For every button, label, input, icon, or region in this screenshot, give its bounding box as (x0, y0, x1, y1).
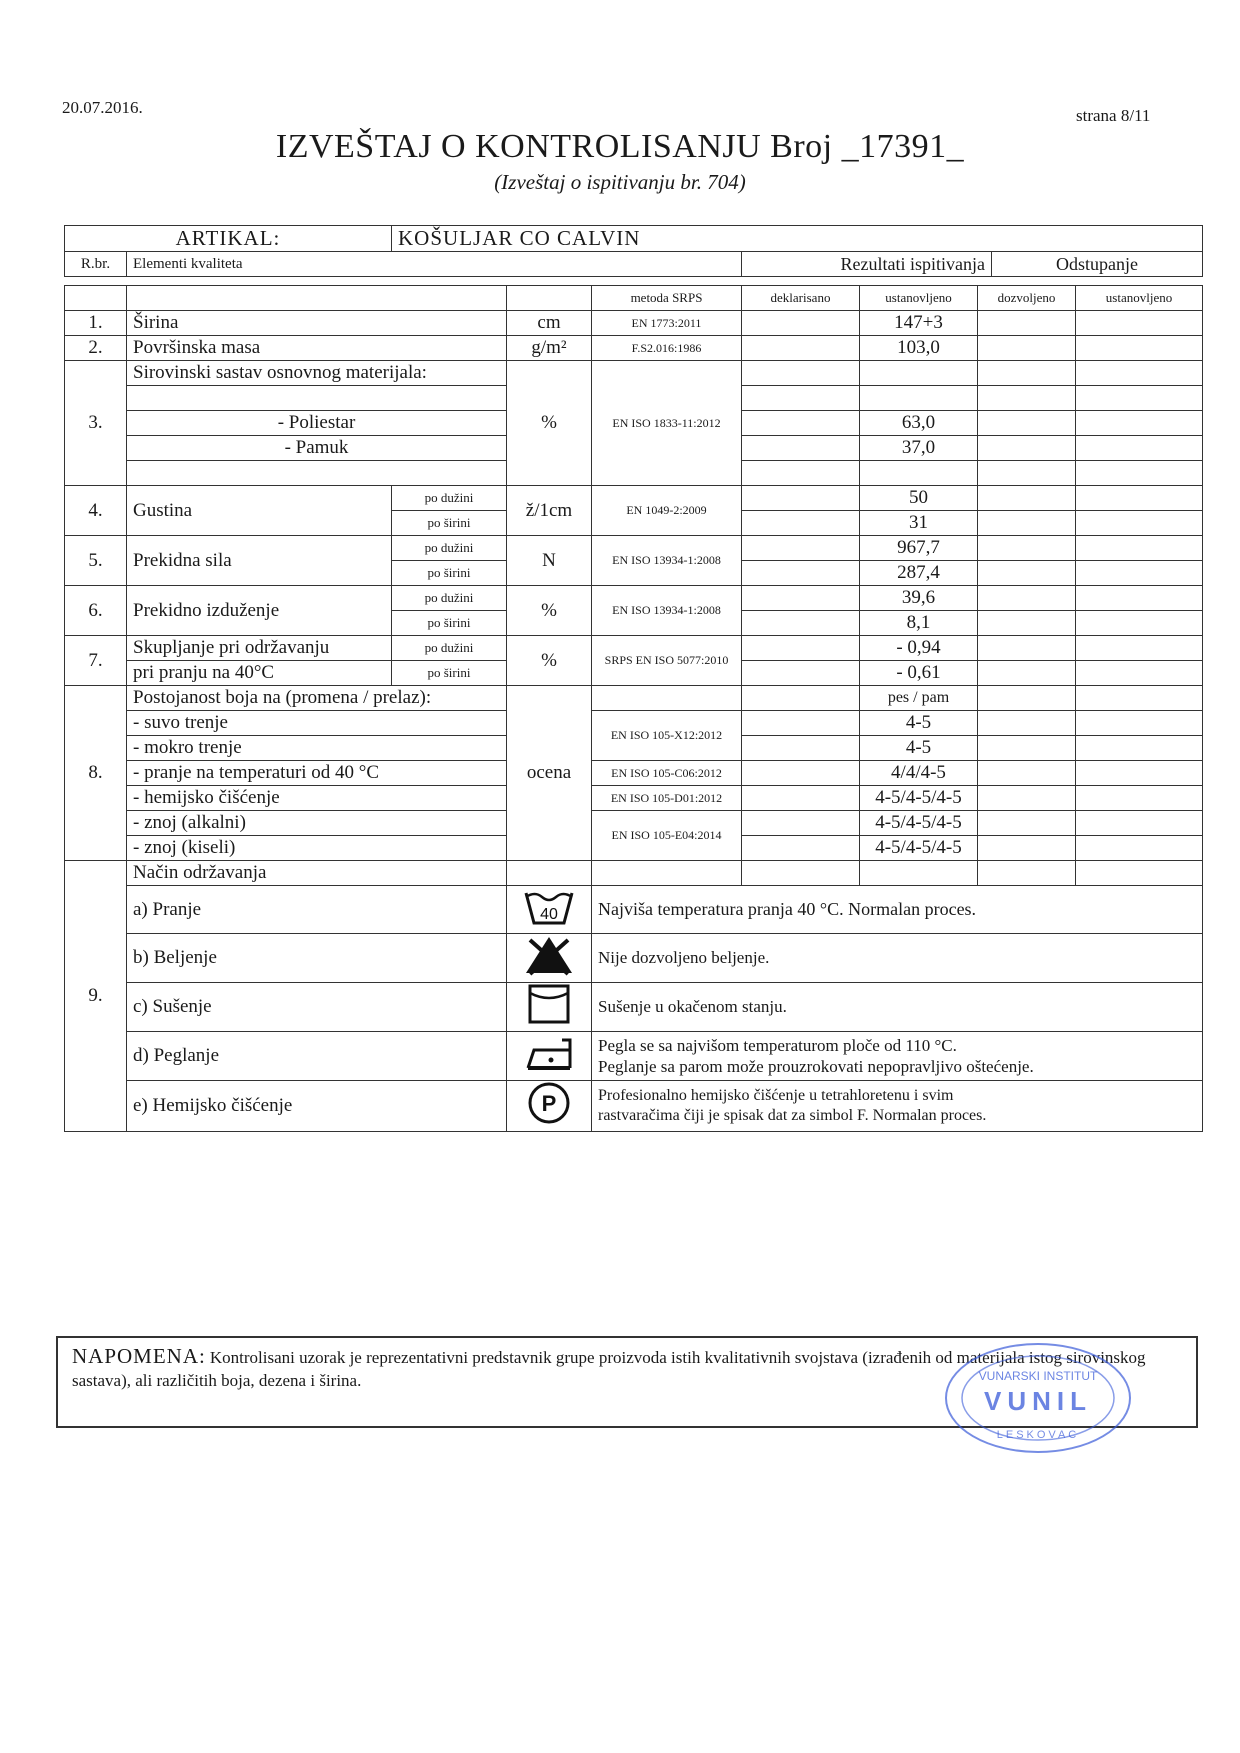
method-header: metoda SRPS (592, 286, 742, 311)
care-label: c) Sušenje (127, 983, 507, 1032)
established-value: 8,1 (860, 611, 978, 636)
method: EN ISO 13934-1:2008 (592, 536, 742, 586)
composition-item: - Poliestar (127, 411, 507, 436)
quality-element: Površinska masa (127, 336, 507, 361)
method: F.S2.016:1986 (592, 336, 742, 361)
care-text: Sušenje u okačenom stanju. (592, 983, 1203, 1032)
page-number: strana 8/11 (1076, 106, 1151, 125)
row-number: 6. (65, 586, 127, 636)
quality-element: Širina (127, 311, 507, 336)
row-number: 4. (65, 486, 127, 536)
fastness-item: - hemijsko čišćenje (127, 786, 507, 811)
care-label: a) Pranje (127, 886, 507, 934)
method: EN ISO 105-D01:2012 (592, 786, 742, 811)
established-header: ustanovljeno (860, 286, 978, 311)
method: SRPS EN ISO 5077:2010 (592, 636, 742, 686)
svg-text:P: P (541, 1091, 557, 1116)
table-row (65, 536, 1203, 561)
row-number: 1. (65, 311, 127, 336)
unit: g/m² (507, 336, 592, 361)
established-header-value: pes / pam (860, 686, 978, 711)
table-row (65, 811, 1203, 836)
row-number: 2. (65, 336, 127, 361)
fastness-item: - pranje na temperaturi od 40 °C (127, 761, 507, 786)
dry-clean-p-icon (507, 1081, 592, 1132)
row-number: 5. (65, 536, 127, 586)
table-row (65, 686, 1203, 711)
svg-text:VUNIL: VUNIL (984, 1386, 1092, 1416)
row-number: 9. (65, 861, 127, 1132)
col-elements: Elementi kvaliteta (127, 252, 742, 277)
unit: N (507, 536, 592, 586)
svg-text:40: 40 (540, 905, 558, 923)
direction-label: po dužini (392, 536, 507, 561)
allowed-header: dozvoljeno (978, 286, 1076, 311)
results-body (64, 285, 1203, 1132)
care-text (592, 1032, 1203, 1081)
table-row (65, 636, 1203, 661)
subheader-row (65, 286, 1203, 311)
no-bleach-icon (507, 934, 592, 983)
method: EN ISO 105-C06:2012 (592, 761, 742, 786)
care-text-line: Pegla se sa najvišom temperaturom ploče od 110 °C. (598, 1035, 957, 1055)
care-row (65, 983, 1203, 1032)
row-number: 8. (65, 686, 127, 861)
established-value: 63,0 (860, 411, 978, 436)
direction-label: po širini (392, 511, 507, 536)
established-value: 103,0 (860, 336, 978, 361)
quality-element: Prekidno izduženje (127, 586, 392, 636)
note-text: Kontrolisani uzorak je reprezentativni predstavnik grupe proizvoda istih kvalitativnih svojstava (izrađenih od materijala istog sirovinskog sastava), ali različitih boja, dezena i širina. (72, 1348, 1146, 1390)
table-row (65, 311, 1203, 336)
direction-label: po širini (392, 611, 507, 636)
fastness-item: - mokro trenje (127, 736, 507, 761)
care-label: e) Hemijsko čišćenje (127, 1081, 507, 1132)
fastness-item: - znoj (alkalni) (127, 811, 507, 836)
established-value: 4-5/4-5/4-5 (860, 811, 978, 836)
unit: ž/1cm (507, 486, 592, 536)
method: EN 1773:2011 (592, 311, 742, 336)
direction-label: po širini (392, 561, 507, 586)
care-row (65, 886, 1203, 934)
established-value: 967,7 (860, 536, 978, 561)
institute-stamp (938, 1338, 1138, 1458)
table-row (65, 336, 1203, 361)
care-text-line: Profesionalno hemijsko čišćenje u tetrahloretenu i svim (598, 1087, 954, 1104)
col-results: Rezultati ispitivanja (742, 252, 992, 277)
quality-element: Prekidna sila (127, 536, 392, 586)
table-row (65, 361, 1203, 386)
established-value: 4-5/4-5/4-5 (860, 786, 978, 811)
care-row (65, 934, 1203, 983)
quality-element: Postojanost boja na (promena / prelaz): (127, 686, 507, 711)
method: EN ISO 1833-11:2012 (592, 361, 742, 486)
care-text-line: Peglanje sa parom može prouzrokovati nepopravljivo oštećenje. (598, 1057, 1034, 1076)
method: EN ISO 105-E04:2014 (592, 811, 742, 861)
article-row (65, 226, 1203, 252)
table-row (65, 861, 1203, 886)
direction-label: po dužini (392, 586, 507, 611)
unit: % (507, 636, 592, 686)
fastness-item: - suvo trenje (127, 711, 507, 736)
care-label: d) Peglanje (127, 1032, 507, 1081)
quality-table (64, 225, 1203, 277)
care-text (592, 1081, 1203, 1132)
direction-label: po širini (392, 661, 507, 686)
table-row (65, 711, 1203, 736)
article-label: ARTIKAL: (65, 226, 392, 252)
established-value: 287,4 (860, 561, 978, 586)
table-row (65, 486, 1203, 511)
established-value: 37,0 (860, 436, 978, 461)
report-subtitle: (Izveštaj o ispitivanju br. 704) (494, 170, 746, 194)
established2-header: ustanovljeno (1076, 286, 1203, 311)
quality-element: Sirovinski sastav osnovnog materijala: (127, 361, 507, 386)
unit: ocena (507, 686, 592, 861)
unit: cm (507, 311, 592, 336)
svg-text:LESKOVAC: LESKOVAC (996, 1429, 1080, 1441)
row-number: 7. (65, 636, 127, 686)
direction-label: po dužini (392, 486, 507, 511)
care-label: b) Beljenje (127, 934, 507, 983)
established-value: 4/4/4-5 (860, 761, 978, 786)
wash-40-icon (507, 886, 592, 934)
established-value: 147+3 (860, 311, 978, 336)
row-number: 3. (65, 361, 127, 486)
care-text-line: rastvaračima čiji je spisak dat za simbol F. Normalan proces. (598, 1107, 987, 1124)
col-rbr: R.br. (65, 252, 127, 277)
report-date: 20.07.2016. (62, 98, 143, 117)
declared-header: deklarisano (742, 286, 860, 311)
quality-element: Način održavanja (127, 861, 507, 886)
quality-element-sub: pri pranju na 40°C (127, 661, 392, 686)
article-value: KOŠULJAR CO CALVIN (392, 226, 1203, 252)
care-row (65, 1032, 1203, 1081)
table-row (65, 786, 1203, 811)
unit: % (507, 361, 592, 486)
table-row (65, 761, 1203, 786)
quality-element: Skupljanje pri održavanju (127, 636, 392, 661)
fastness-item: - znoj (kiseli) (127, 836, 507, 861)
iron-one-dot-icon (507, 1032, 592, 1081)
col-deviation: Odstupanje (992, 252, 1203, 277)
direction-label: po dužini (392, 636, 507, 661)
note-label: NAPOMENA: (72, 1344, 206, 1368)
established-value: 4-5 (860, 736, 978, 761)
established-value: 4-5/4-5/4-5 (860, 836, 978, 861)
care-text: Najviša temperatura pranja 40 °C. Normalan proces. (592, 886, 1203, 934)
method: EN 1049-2:2009 (592, 486, 742, 536)
established-value: 4-5 (860, 711, 978, 736)
care-text: Nije dozvoljeno beljenje. (592, 934, 1203, 983)
method: EN ISO 13934-1:2008 (592, 586, 742, 636)
established-value: 39,6 (860, 586, 978, 611)
line-dry-icon (507, 983, 592, 1032)
table-row (65, 586, 1203, 611)
report-title: IZVEŠTAJ O KONTROLISANJU Broj _17391_ (275, 128, 965, 165)
quality-element: Gustina (127, 486, 392, 536)
method: EN ISO 105-X12:2012 (592, 711, 742, 761)
unit: % (507, 586, 592, 636)
svg-text:VUNARSKI INSTITUT: VUNARSKI INSTITUT (978, 1369, 1098, 1383)
established-value: - 0,94 (860, 636, 978, 661)
established-value: 50 (860, 486, 978, 511)
composition-item: - Pamuk (127, 436, 507, 461)
header-row-1 (65, 252, 1203, 277)
care-row (65, 1081, 1203, 1132)
established-value: 31 (860, 511, 978, 536)
established-value: - 0,61 (860, 661, 978, 686)
